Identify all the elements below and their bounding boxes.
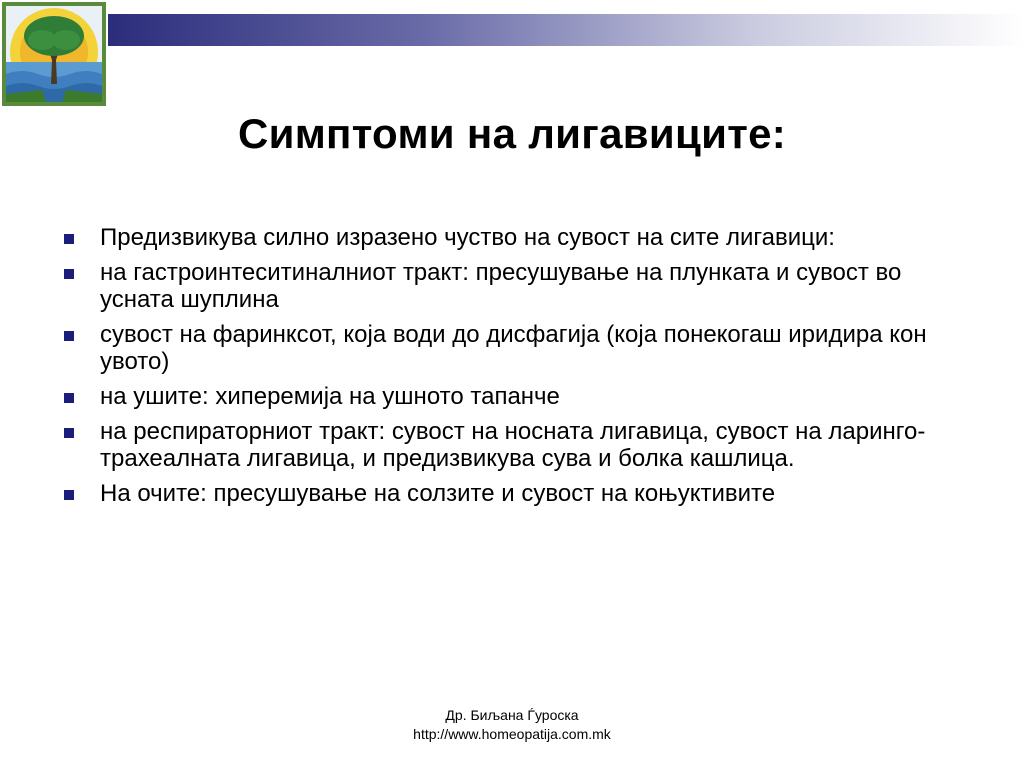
square-bullet-icon bbox=[64, 393, 74, 403]
tree-logo-icon bbox=[2, 2, 106, 106]
slide-title: Симптоми на лигавиците: bbox=[237, 110, 787, 157]
bullet-text: на респираторниот тракт: сувост на носната лигавица, сувост на ларинго-трахеалната лигавица, и предизвикува сува и болка кашлица. bbox=[100, 418, 926, 472]
bullet-text: сувост на фаринксот, која води до дисфагија (која понекогаш иридира кон увото) bbox=[100, 321, 927, 375]
bullet-text: Предизвикува силно изразено чуство на сувост на сите лигавици: bbox=[100, 224, 835, 251]
list-item bbox=[60, 224, 980, 251]
header-gradient-bar bbox=[108, 14, 1024, 46]
bullet-text: на ушите: хиперемија на ушното тапанче bbox=[100, 383, 560, 410]
footer-url: http://www.homeopatija.com.mk bbox=[413, 726, 611, 742]
list-item bbox=[60, 321, 980, 375]
list-item bbox=[60, 418, 980, 472]
square-bullet-icon bbox=[64, 428, 74, 438]
square-bullet-icon bbox=[64, 234, 74, 244]
list-item bbox=[60, 480, 980, 507]
bullet-list bbox=[60, 224, 980, 515]
square-bullet-icon bbox=[64, 269, 74, 279]
footer bbox=[312, 706, 712, 744]
list-item bbox=[60, 383, 980, 410]
footer-author: Др. Биљана Ѓуроска bbox=[445, 707, 579, 723]
bullet-text: на гастроинтеситиналниот тракт: пресушување на плунката и сувост во усната шуплина bbox=[100, 259, 902, 313]
list-item bbox=[60, 259, 980, 313]
bullet-text: На очите: пресушување на солзите и сувост на коњуктивите bbox=[100, 480, 776, 507]
square-bullet-icon bbox=[64, 331, 74, 341]
square-bullet-icon bbox=[64, 490, 74, 500]
